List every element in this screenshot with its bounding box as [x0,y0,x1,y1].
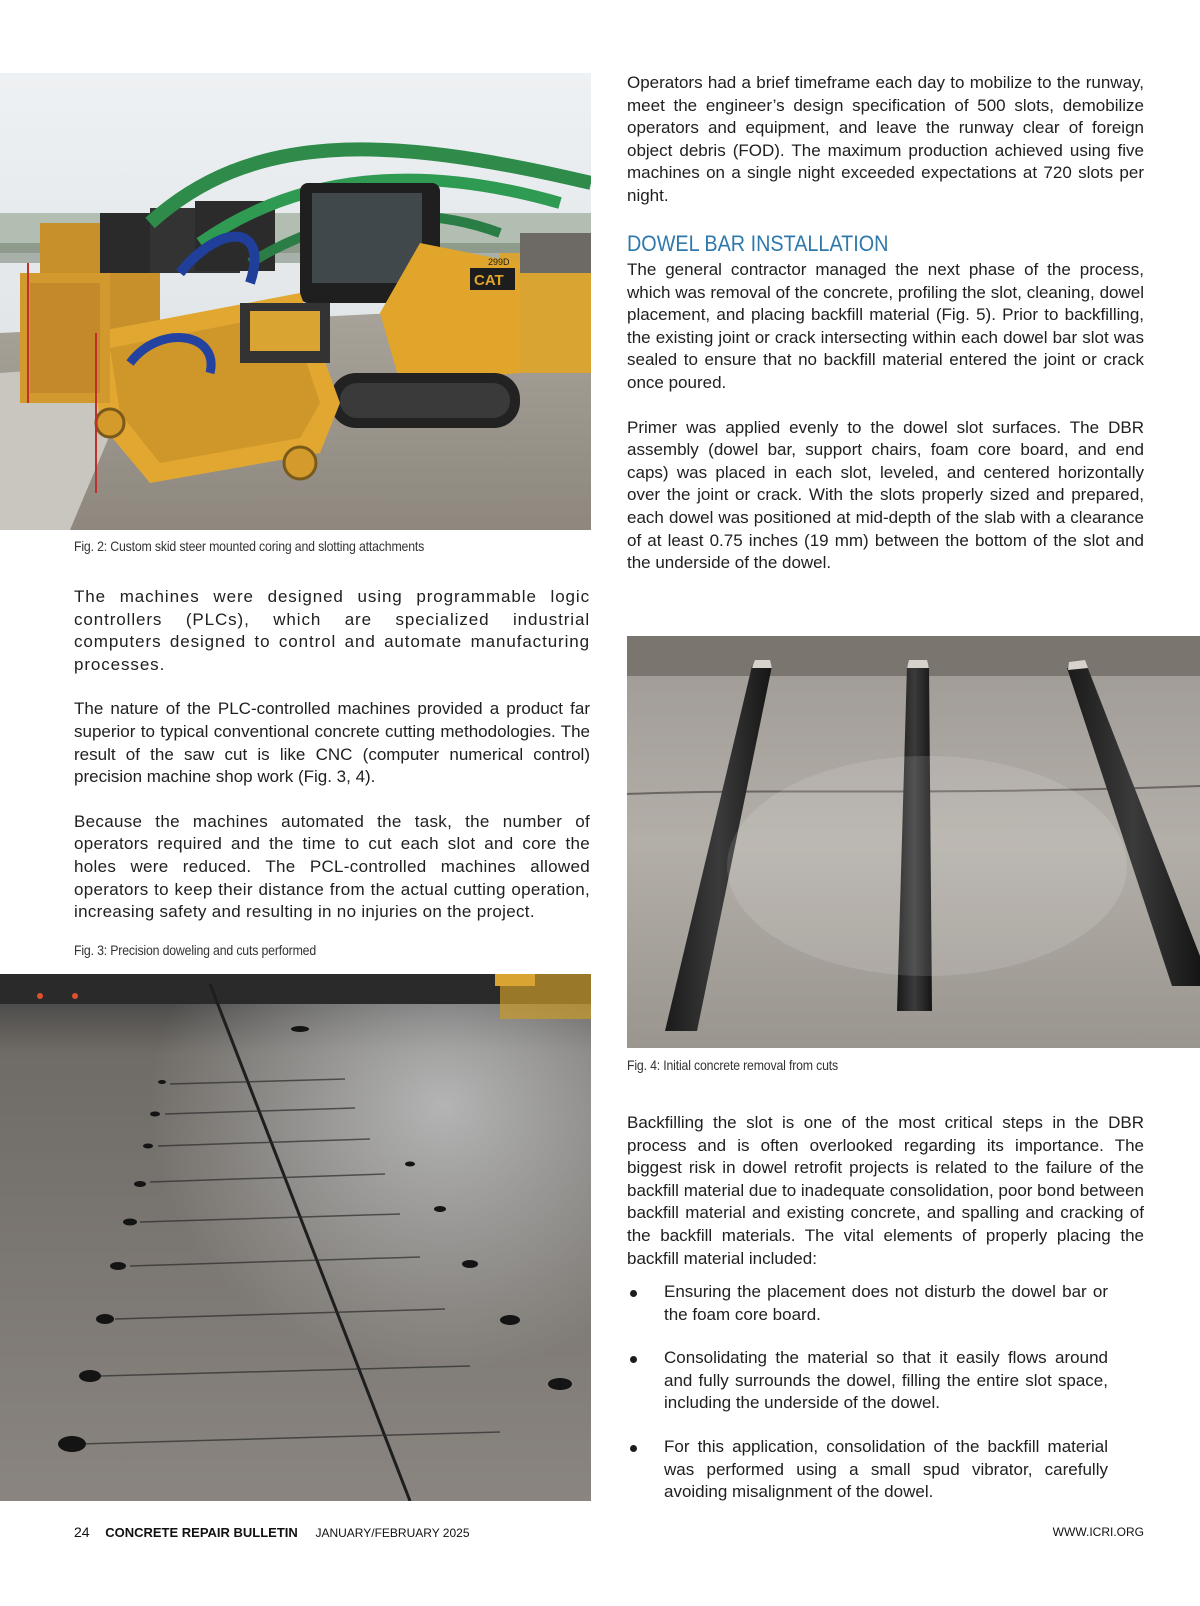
model-label: 299D [488,257,510,267]
paragraph-primer: Primer was applied evenly to the dowel slot surfaces. The DBR assembly (dowel bar, support chairs, foam core board, and end caps) was placed in each slot, leveled, and centered horizontally over the joint or crack. With the slots properly sized and prepared, each dowel was positioned at mid-depth of the slab with a clearance of at least 0.75 inches (19 mm) between the bottom of the slot and the underside of the dowel. [627,417,1144,573]
publication-name: CONCRETE REPAIR BULLETIN [105,1525,298,1540]
issue-date: JANUARY/FEBRUARY 2025 [315,1526,470,1540]
paragraph-plc-controlled: The nature of the PLC-controlled machines provided a product far superior to typical conventional concrete cutting methodologies. The result of the saw cut is like CNC (computer numerical control) precision machine shop work (Fig. 3, 4). [74,699,590,787]
fig3-photo [0,974,591,1501]
fig4-photo [627,636,1200,1048]
fig2-photo [0,73,591,530]
bullet-icon [630,1290,637,1297]
paragraph-intro: Operators had a brief timeframe each day to mobilize to the runway, meet the engineer’s design specification of 500 slots, demobilize operators and equipment, and leave the runway clear of foreign object debris (FOD). The maximum production achieved using five machines on a single night exceeded expectations at 720 slots per night. [627,73,1144,205]
left-text-block [74,586,590,924]
list-item [627,1436,1108,1504]
list-item [627,1281,1108,1326]
paragraph-backfill: Backfilling the slot is one of the most critical steps in the DBR process and is often overlooked regarding its importance. The biggest risk in dowel retrofit projects is related to the failure of the backfill material due to inadequate consolidation, poor bond between backfill material and existing concrete, and spalling and cracking of the backfill materials. The vital elements of properly placing the backfill material included: [627,1113,1144,1268]
section-text-block [627,259,1144,575]
paragraph-general-contractor: The general contractor managed the next phase of the process, which was removal of the concrete, profiling the slot, cleaning, dowel placement, and placing backfill material (Fig. 5). Prior to backfilling, the existing joint or crack intersecting within each dowel bar slot was sealed to ensure that no backfill material entered the joint or crack once poured. [627,260,1144,392]
list-item [627,1347,1108,1415]
fig4-caption: Fig. 4: Initial concrete removal from cuts [627,1057,839,1073]
paragraph-automated: Because the machines automated the task, the number of operators required and the time to cut each slot and core the holes were reduced. The PCL-controlled machines allowed operators to keep their distance from the actual cutting operation, increasing safety and resulting in no injuries on the project. [74,811,590,922]
page-number: 24 [74,1524,90,1540]
bullet-icon [630,1356,637,1363]
section-heading: DOWEL BAR INSTALLATION [627,231,889,256]
cat-logo: CAT [474,272,504,289]
backfill-bullet-list [627,1281,1108,1525]
page-footer [74,1524,470,1540]
bullet-text: For this application, consolidation of the backfill material was performed using a small spud vibrator, carefully avoiding misalignment of the dowel. [664,1436,1108,1502]
bullet-text: Ensuring the placement does not disturb the dowel bar or the foam core board. [664,1282,1108,1324]
bullet-text: Consolidating the material so that it easily flows around and fully surrounds the dowel, filling the entire slot space, including the underside of the dowel. [664,1348,1108,1413]
bullet-icon [630,1445,637,1452]
paragraph-plc: The machines were designed using programmable logic controllers (PLCs), which are specialized industrial computers designed to control and automate manufacturing processes. [74,587,590,674]
fig2-caption: Fig. 2: Custom skid steer mounted coring and slotting attachments [74,538,425,554]
website-link[interactable]: WWW.ICRI.ORG [1052,1525,1144,1539]
fig3-caption: Fig. 3: Precision doweling and cuts performed [74,942,317,958]
